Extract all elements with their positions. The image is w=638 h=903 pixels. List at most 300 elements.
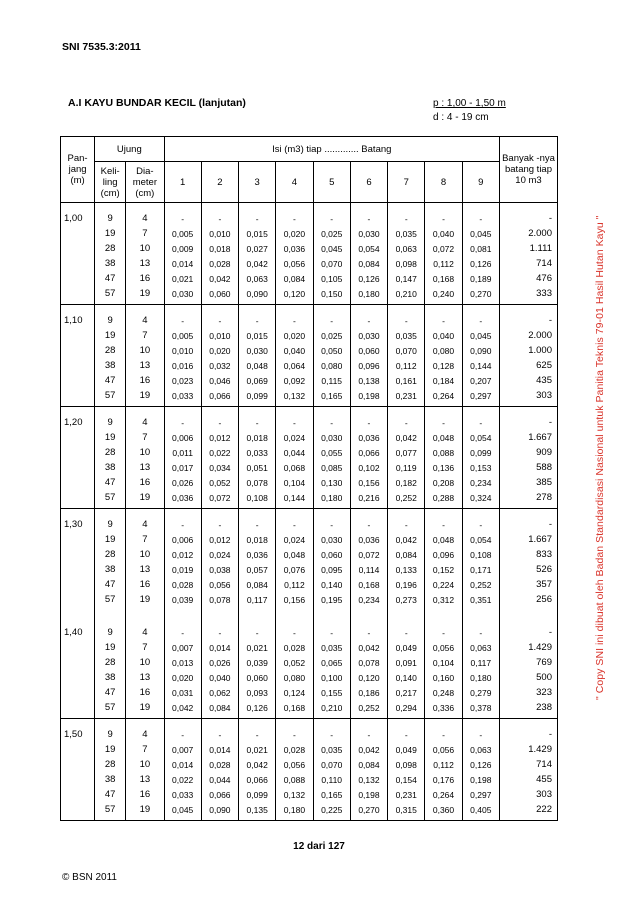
volume-cell: 0,135 (239, 802, 276, 821)
keliling-cell: 9 (95, 305, 126, 329)
volume-cell: - (462, 509, 499, 533)
volume-cell: 0,060 (313, 547, 350, 562)
volume-cell: - (313, 719, 350, 743)
panjang-cell (61, 640, 95, 655)
volume-cell: 0,035 (313, 640, 350, 655)
banyak-cell: 435 (500, 373, 558, 388)
volume-cell: - (276, 407, 313, 431)
table-row (61, 640, 558, 655)
volume-cell: 0,126 (462, 256, 499, 271)
volume-cell: 0,020 (164, 670, 201, 685)
volume-cell: 0,014 (201, 742, 238, 757)
volume-cell: 0,189 (462, 271, 499, 286)
volume-cell: 0,126 (462, 757, 499, 772)
volume-cell: 0,049 (388, 742, 425, 757)
volume-cell: 0,069 (239, 373, 276, 388)
banyak-cell: 1.111 (500, 241, 558, 256)
panjang-cell (61, 475, 95, 490)
volume-cell: 0,024 (276, 532, 313, 547)
volume-cell: 0,147 (388, 271, 425, 286)
volume-cell: - (462, 617, 499, 640)
volume-cell: 0,196 (388, 577, 425, 592)
keliling-cell: 28 (95, 547, 126, 562)
volume-cell: 0,088 (425, 445, 462, 460)
volume-cell: 0,030 (239, 343, 276, 358)
table-row (61, 460, 558, 475)
table-row (61, 547, 558, 562)
volume-cell: 0,005 (164, 226, 201, 241)
panjang-cell (61, 490, 95, 509)
volume-cell: 0,052 (276, 655, 313, 670)
volume-cell: 0,126 (239, 700, 276, 719)
volume-cell: 0,084 (388, 547, 425, 562)
volume-cell: - (425, 305, 462, 329)
keliling-cell: 47 (95, 685, 126, 700)
volume-cell: 0,064 (276, 358, 313, 373)
volume-cell: 0,066 (350, 445, 387, 460)
panjang-cell (61, 241, 95, 256)
length-range: p : 1,00 - 1,50 m (433, 98, 506, 109)
volume-cell: - (388, 509, 425, 533)
panjang-cell (61, 328, 95, 343)
volume-cell: 0,112 (425, 256, 462, 271)
volume-cell: - (276, 719, 313, 743)
volume-cell: 0,112 (276, 577, 313, 592)
header-batang-3: 3 (239, 162, 276, 203)
volume-cell: 0,042 (239, 757, 276, 772)
diameter-cell: 7 (126, 328, 164, 343)
volume-table (60, 136, 558, 821)
volume-cell: 0,023 (164, 373, 201, 388)
volume-cell: - (201, 509, 238, 533)
diameter-cell: 16 (126, 577, 164, 592)
volume-cell: 0,225 (313, 802, 350, 821)
volume-cell: - (462, 203, 499, 227)
volume-cell: 0,048 (239, 358, 276, 373)
volume-cell: 0,052 (201, 475, 238, 490)
keliling-cell: 47 (95, 271, 126, 286)
table-row (61, 241, 558, 256)
table-row (61, 802, 558, 821)
table-row (61, 577, 558, 592)
table-row (61, 655, 558, 670)
volume-cell: 0,360 (425, 802, 462, 821)
volume-cell: 0,184 (425, 373, 462, 388)
table-row (61, 328, 558, 343)
volume-cell: 0,007 (164, 640, 201, 655)
volume-cell: 0,028 (201, 757, 238, 772)
panjang-cell (61, 757, 95, 772)
volume-cell: - (388, 617, 425, 640)
volume-cell: 0,093 (239, 685, 276, 700)
volume-cell: 0,240 (425, 286, 462, 305)
table-row (61, 358, 558, 373)
volume-cell: 0,108 (239, 490, 276, 509)
diameter-cell: 7 (126, 742, 164, 757)
diameter-cell: 10 (126, 655, 164, 670)
volume-cell: 0,024 (276, 430, 313, 445)
volume-cell: 0,115 (313, 373, 350, 388)
header-keliling: Keli-ling (cm) (95, 162, 126, 203)
volume-cell: 0,252 (388, 490, 425, 509)
table-row (61, 475, 558, 490)
volume-cell: 0,168 (350, 577, 387, 592)
volume-cell: - (201, 617, 238, 640)
volume-cell: 0,060 (350, 343, 387, 358)
table-row (61, 562, 558, 577)
keliling-cell: 9 (95, 509, 126, 533)
volume-cell: 0,288 (425, 490, 462, 509)
volume-cell: 0,176 (425, 772, 462, 787)
volume-cell: 0,014 (201, 640, 238, 655)
banyak-cell: - (500, 305, 558, 329)
volume-cell: 0,091 (388, 655, 425, 670)
volume-cell: 0,056 (201, 577, 238, 592)
volume-cell: 0,048 (425, 430, 462, 445)
volume-cell: 0,099 (462, 445, 499, 460)
volume-cell: 0,098 (388, 256, 425, 271)
banyak-cell: 1.667 (500, 430, 558, 445)
banyak-cell: - (500, 203, 558, 227)
volume-cell: 0,040 (201, 670, 238, 685)
volume-cell: 0,025 (313, 328, 350, 343)
volume-cell: 0,060 (201, 286, 238, 305)
volume-cell: 0,165 (313, 388, 350, 407)
volume-cell: 0,231 (388, 787, 425, 802)
volume-cell: 0,045 (462, 226, 499, 241)
volume-cell: 0,015 (239, 226, 276, 241)
keliling-cell: 19 (95, 328, 126, 343)
volume-cell: 0,026 (201, 655, 238, 670)
volume-cell: - (239, 305, 276, 329)
volume-cell: 0,019 (164, 562, 201, 577)
volume-cell: 0,105 (313, 271, 350, 286)
volume-cell: 0,144 (276, 490, 313, 509)
panjang-cell (61, 373, 95, 388)
volume-cell: - (425, 203, 462, 227)
volume-cell: 0,063 (462, 640, 499, 655)
volume-cell: 0,020 (276, 328, 313, 343)
volume-cell: 0,021 (239, 742, 276, 757)
volume-cell: 0,063 (462, 742, 499, 757)
volume-cell: 0,078 (350, 655, 387, 670)
volume-cell: 0,045 (164, 802, 201, 821)
diameter-cell: 16 (126, 475, 164, 490)
header-batang-9: 9 (462, 162, 499, 203)
volume-cell: 0,068 (276, 460, 313, 475)
volume-cell: 0,085 (313, 460, 350, 475)
keliling-cell: 38 (95, 670, 126, 685)
banyak-cell: 833 (500, 547, 558, 562)
banyak-cell: 714 (500, 757, 558, 772)
copyright-side-note: " Copy SNI ini dibuat oleh Badan Standardisasi Nasional untuk Panitia Teknis 79-01 Hasil Hutan Kayu " (594, 215, 606, 700)
volume-cell: 0,020 (201, 343, 238, 358)
keliling-cell: 9 (95, 617, 126, 640)
volume-cell: 0,012 (164, 547, 201, 562)
volume-cell: - (164, 719, 201, 743)
volume-cell: 0,033 (164, 388, 201, 407)
volume-cell: 0,035 (388, 226, 425, 241)
banyak-cell: 1.667 (500, 532, 558, 547)
volume-cell: 0,112 (388, 358, 425, 373)
volume-cell: - (164, 509, 201, 533)
volume-cell: 0,117 (462, 655, 499, 670)
volume-cell: 0,036 (276, 241, 313, 256)
volume-cell: 0,056 (425, 640, 462, 655)
volume-cell: 0,336 (425, 700, 462, 719)
volume-cell: 0,035 (388, 328, 425, 343)
volume-cell: - (350, 617, 387, 640)
table-row (61, 388, 558, 407)
volume-cell: 0,006 (164, 430, 201, 445)
volume-cell: 0,042 (164, 700, 201, 719)
volume-cell: 0,100 (313, 670, 350, 685)
keliling-cell: 38 (95, 562, 126, 577)
volume-cell: 0,009 (164, 241, 201, 256)
panjang-cell (61, 802, 95, 821)
banyak-cell: - (500, 407, 558, 431)
diameter-cell: 7 (126, 430, 164, 445)
panjang-cell: 1,50 (61, 719, 95, 743)
volume-cell: 0,312 (425, 592, 462, 617)
panjang-cell (61, 670, 95, 685)
volume-cell: 0,024 (201, 547, 238, 562)
volume-cell: 0,099 (239, 388, 276, 407)
table-row (61, 700, 558, 719)
volume-cell: 0,057 (239, 562, 276, 577)
panjang-cell (61, 742, 95, 757)
keliling-cell: 47 (95, 475, 126, 490)
banyak-cell: 526 (500, 562, 558, 577)
diameter-cell: 16 (126, 373, 164, 388)
volume-cell: 0,081 (462, 241, 499, 256)
volume-cell: 0,040 (425, 328, 462, 343)
volume-cell: 0,042 (388, 532, 425, 547)
page-number: 12 dari 127 (293, 841, 345, 852)
keliling-cell: 19 (95, 742, 126, 757)
volume-cell: 0,155 (313, 685, 350, 700)
keliling-cell: 57 (95, 490, 126, 509)
volume-cell: 0,025 (313, 226, 350, 241)
volume-cell: 0,010 (201, 328, 238, 343)
volume-cell: 0,264 (425, 388, 462, 407)
banyak-cell: 357 (500, 577, 558, 592)
header-batang-8: 8 (425, 162, 462, 203)
volume-cell: 0,279 (462, 685, 499, 700)
volume-cell: 0,070 (313, 256, 350, 271)
table-row (61, 742, 558, 757)
volume-cell: - (313, 203, 350, 227)
table-row (61, 490, 558, 509)
banyak-cell: 625 (500, 358, 558, 373)
volume-cell: 0,084 (350, 256, 387, 271)
volume-cell: 0,092 (276, 373, 313, 388)
volume-cell: 0,168 (425, 271, 462, 286)
volume-cell: 0,028 (276, 640, 313, 655)
volume-cell: 0,084 (276, 271, 313, 286)
volume-cell: - (276, 203, 313, 227)
volume-cell: 0,032 (201, 358, 238, 373)
volume-cell: 0,114 (350, 562, 387, 577)
volume-cell: 0,351 (462, 592, 499, 617)
header-batang-5: 5 (313, 162, 350, 203)
volume-cell: 0,063 (388, 241, 425, 256)
volume-cell: 0,153 (462, 460, 499, 475)
banyak-cell: 588 (500, 460, 558, 475)
volume-cell: 0,084 (350, 757, 387, 772)
volume-cell: 0,150 (313, 286, 350, 305)
volume-cell: 0,210 (313, 700, 350, 719)
volume-cell: 0,270 (350, 802, 387, 821)
banyak-cell: 385 (500, 475, 558, 490)
volume-cell: 0,090 (462, 343, 499, 358)
volume-cell: 0,056 (425, 742, 462, 757)
volume-cell: 0,112 (425, 757, 462, 772)
banyak-cell: 455 (500, 772, 558, 787)
volume-cell: 0,063 (239, 271, 276, 286)
volume-cell: - (425, 719, 462, 743)
volume-cell: 0,208 (425, 475, 462, 490)
volume-cell: 0,005 (164, 328, 201, 343)
banyak-cell: - (500, 617, 558, 640)
banyak-cell: 323 (500, 685, 558, 700)
diameter-cell: 10 (126, 757, 164, 772)
volume-cell: 0,088 (276, 772, 313, 787)
document-header: SNI 7535.3:2011 (62, 41, 141, 53)
volume-cell: 0,044 (201, 772, 238, 787)
keliling-cell: 57 (95, 802, 126, 821)
panjang-cell: 1,40 (61, 617, 95, 640)
volume-cell: 0,027 (239, 241, 276, 256)
volume-cell: 0,076 (276, 562, 313, 577)
keliling-cell: 9 (95, 203, 126, 227)
panjang-cell (61, 271, 95, 286)
volume-cell: 0,248 (425, 685, 462, 700)
volume-cell: 0,038 (201, 562, 238, 577)
volume-cell: 0,252 (462, 577, 499, 592)
header-ujung: Ujung (95, 137, 164, 162)
volume-cell: 0,180 (350, 286, 387, 305)
volume-cell: - (350, 407, 387, 431)
volume-cell: - (201, 305, 238, 329)
volume-cell: - (239, 407, 276, 431)
diameter-cell: 7 (126, 226, 164, 241)
volume-cell: 0,144 (462, 358, 499, 373)
volume-cell: 0,054 (462, 532, 499, 547)
table-row (61, 226, 558, 241)
keliling-cell: 38 (95, 358, 126, 373)
panjang-cell: 1,00 (61, 203, 95, 227)
volume-cell: 0,042 (239, 256, 276, 271)
volume-cell: 0,168 (276, 700, 313, 719)
volume-cell: - (313, 509, 350, 533)
volume-cell: 0,077 (388, 445, 425, 460)
table-row (61, 787, 558, 802)
volume-cell: 0,120 (276, 286, 313, 305)
volume-cell: 0,066 (201, 787, 238, 802)
volume-cell: 0,234 (350, 592, 387, 617)
table-row (61, 532, 558, 547)
volume-cell: - (350, 203, 387, 227)
volume-cell: 0,160 (425, 670, 462, 685)
volume-cell: 0,054 (350, 241, 387, 256)
volume-cell: - (462, 407, 499, 431)
volume-cell: 0,234 (462, 475, 499, 490)
diameter-cell: 19 (126, 490, 164, 509)
banyak-cell: 2.000 (500, 328, 558, 343)
volume-cell: 0,042 (350, 742, 387, 757)
volume-cell: - (201, 407, 238, 431)
volume-cell: 0,030 (313, 532, 350, 547)
keliling-cell: 19 (95, 640, 126, 655)
volume-cell: 0,030 (350, 226, 387, 241)
volume-cell: 0,066 (201, 388, 238, 407)
volume-cell: 0,020 (276, 226, 313, 241)
volume-cell: 0,014 (164, 256, 201, 271)
panjang-cell (61, 460, 95, 475)
diameter-cell: 4 (126, 203, 164, 227)
volume-cell: 0,110 (313, 772, 350, 787)
diameter-cell: 4 (126, 509, 164, 533)
volume-cell: 0,018 (201, 241, 238, 256)
volume-cell: 0,198 (350, 388, 387, 407)
volume-cell: - (239, 617, 276, 640)
volume-cell: - (164, 407, 201, 431)
volume-cell: 0,072 (201, 490, 238, 509)
volume-cell: 0,102 (350, 460, 387, 475)
volume-cell: 0,045 (462, 328, 499, 343)
volume-cell: 0,080 (425, 343, 462, 358)
volume-cell: 0,264 (425, 787, 462, 802)
panjang-cell (61, 700, 95, 719)
volume-cell: 0,050 (313, 343, 350, 358)
volume-cell: 0,297 (462, 388, 499, 407)
volume-cell: 0,224 (425, 577, 462, 592)
volume-cell: 0,045 (313, 241, 350, 256)
header-panjang: Pan-jang (m) (61, 137, 95, 203)
volume-cell: 0,132 (276, 388, 313, 407)
panjang-cell (61, 562, 95, 577)
panjang-cell (61, 577, 95, 592)
volume-cell: - (239, 509, 276, 533)
volume-cell: 0,010 (201, 226, 238, 241)
volume-cell: 0,078 (201, 592, 238, 617)
volume-cell: 0,231 (388, 388, 425, 407)
panjang-cell (61, 358, 95, 373)
table-row (61, 617, 558, 640)
volume-cell: 0,405 (462, 802, 499, 821)
table-row (61, 772, 558, 787)
diameter-cell: 7 (126, 532, 164, 547)
volume-cell: 0,207 (462, 373, 499, 388)
header-diameter: Dia-meter (cm) (126, 162, 164, 203)
volume-cell: 0,042 (388, 430, 425, 445)
volume-cell: 0,154 (388, 772, 425, 787)
diameter-cell: 16 (126, 271, 164, 286)
volume-cell: - (350, 305, 387, 329)
panjang-cell (61, 430, 95, 445)
volume-cell: 0,034 (201, 460, 238, 475)
volume-cell: 0,104 (425, 655, 462, 670)
volume-cell: 0,273 (388, 592, 425, 617)
panjang-cell (61, 685, 95, 700)
volume-cell: - (462, 719, 499, 743)
diameter-cell: 16 (126, 787, 164, 802)
volume-cell: - (201, 719, 238, 743)
volume-cell: 0,014 (164, 757, 201, 772)
diameter-cell: 4 (126, 407, 164, 431)
volume-cell: 0,046 (201, 373, 238, 388)
